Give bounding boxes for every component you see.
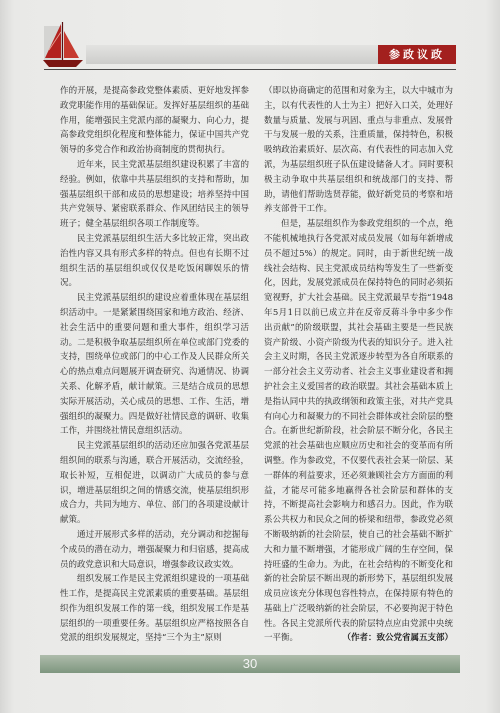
sailboat-icon	[40, 20, 86, 70]
right-column	[264, 84, 453, 650]
section-label: 参政议政	[378, 45, 456, 64]
left-column	[60, 84, 249, 650]
header-rule	[44, 69, 456, 70]
article-paragraph: 民主党派基层组织生活大多比较正常，突出政治性内容又具有形式多样的特点。但也有长期不过组织生活的基层组织或仅仅是吃饭闲聊娱乐的情况。	[60, 233, 249, 289]
article-paragraph: 近年来，民主党派基层组织建设积累了丰富的经验。例如，依靠中共基层组织的支持和帮助，加强基层组织干部和成员的思想建设；培养坚持中国共产党领导、紧密联系群众、作风团结民主的领导班子；健全基层组织各项工作制度等。	[60, 159, 249, 230]
author-attribution: （作者：致公党省属五支部）	[342, 633, 453, 644]
page-number: 30	[242, 656, 258, 671]
article-paragraph: 作的开展，是提高参政党整体素质、更好地发挥参政党职能作用的基础保证。发挥好基层组织的基础作用，能增强民主党派内部的凝聚力、向心力，提高参政党组织化程度和整体能力，保证中国共产党领导的多党合作和政治协商制度的贯彻执行。	[60, 86, 249, 156]
article-paragraph: （即以协商确定的范围和对象为主，以大中城市为主，以有代表性的人士为主）把好入口关，处理好数量与质量、发展与巩固、重点与非重点、发展骨干与发展一般的关系，注重质量，保持特色，积极吸纳政治素质好、层次高、有代表性的同志加入党派，为基层组织班子队伍建设储备人才。同时要积极主动争取中共基层组织和统战部门的支持、帮助，请他们帮助选贤荐能，做好新党员的考察和培养支部骨干工作。	[264, 86, 453, 215]
article-paragraph: 通过开展形式多样的活动，充分调动和挖掘每个成员的潜在动力，增强凝聚力和归宿感，提高成员的政党意识和大局意识，增强参政议政实效。	[60, 529, 249, 570]
sailboat-logo-graphic	[40, 20, 86, 70]
article-paragraph: 民主党派基层组织的建设应着重体现在基层组织活动中。一是紧紧围绕国家和地方政治、经济、社会生活中的重要问题和重大事件，组织学习活动。二是积极争取基层组织所在单位或部门党委的支持，围绕单位或部门的中心工作及人民群众所关心的热点难点问题展开调查研究、沟通情况、协调关系、化解矛盾，献计献策。三是结合成员的思想实际开展活动，关心成员的思想、工作、生活，增强组织的凝聚力。四是做好社情民意的调研、收集工作，并围绕社情民意组织活动。	[60, 293, 249, 437]
header-band	[86, 45, 378, 64]
article-paragraph: 但是，基层组织作为参政党组织的一个点，绝不能机械地执行各党派对成员发展（如每年新增成员不超过5%）的规定。同时，由于新世纪统一战线社会结构、民主党派成员结构等发生了一些新变化，因此，发展党派成员在保持特色的同时必须拓宽视野，扩大社会基础。民主党派最早专指“1948年5月1日以前已成立并在反帝反蒋斗争中多少作出贡献”的阶级联盟，其社会基础主要是一些民族资产阶级、小资产阶级为代表的知识分子。进入社会主义时期，各民主党派逐步转型为各自所联系的一部分社会主义劳动者、社会主义事业建设者和拥护社会主义爱国者的政治联盟。其社会基础本质上是指认同中共的执政纲领和政策主张，对共产党具有向心力和凝聚力的不同社会群体或社会阶层的整合。在新世纪新阶段，社会阶层不断分化，各民主党派的社会基础也应顺应历史和社会的变革而有所调整。作为参政党，不仅要代表社会某一阶层、某一群体的利益要求，还必须兼顾社会方方面面的利益，才能尽可能多地赢得各社会阶层和群体的支持，不断提高社会影响力和感召力。因此，作为联系公共权力和民众之间的桥梁和纽带，参政党必须不断吸纳新的社会阶层，使自己的社会基础不断扩大和力量不断增强，才能形成广阔的生存空间，保持旺盛的生命力。为此，在社会结构的不断变化和新的社会阶层不断出现的新形势下，基层组织发展成员应该充分体现包容性特点，在保持原有特色的基础上广泛吸纳新的社会阶层，不必要拘泥于特色性。各民主党派所代表的阶层特点应由党派中央统一平衡。	[264, 219, 453, 644]
article-paragraph: 组织发展工作是民主党派组织建设的一项基础性工作，是提高民主党派素质的重要基础。基层组织作为组织发展工作的第一线，组织发展工作是基层组织的一项重要任务。基层组织应严格按照各自党派的组织发展规定，坚持“三个为主”原则	[60, 574, 249, 644]
article-paragraph: 民主党派基层组织的活动还应加强各党派基层组织间的联系与沟通，联合开展活动，交流经验，取长补短，互相促进，以调动广大成员的参与意识，增进基层组织之间的情感交流，使基层组织形成合力，共同为地方、单位、部门的各项建设献计献策。	[60, 441, 249, 526]
footer-band	[40, 655, 460, 673]
